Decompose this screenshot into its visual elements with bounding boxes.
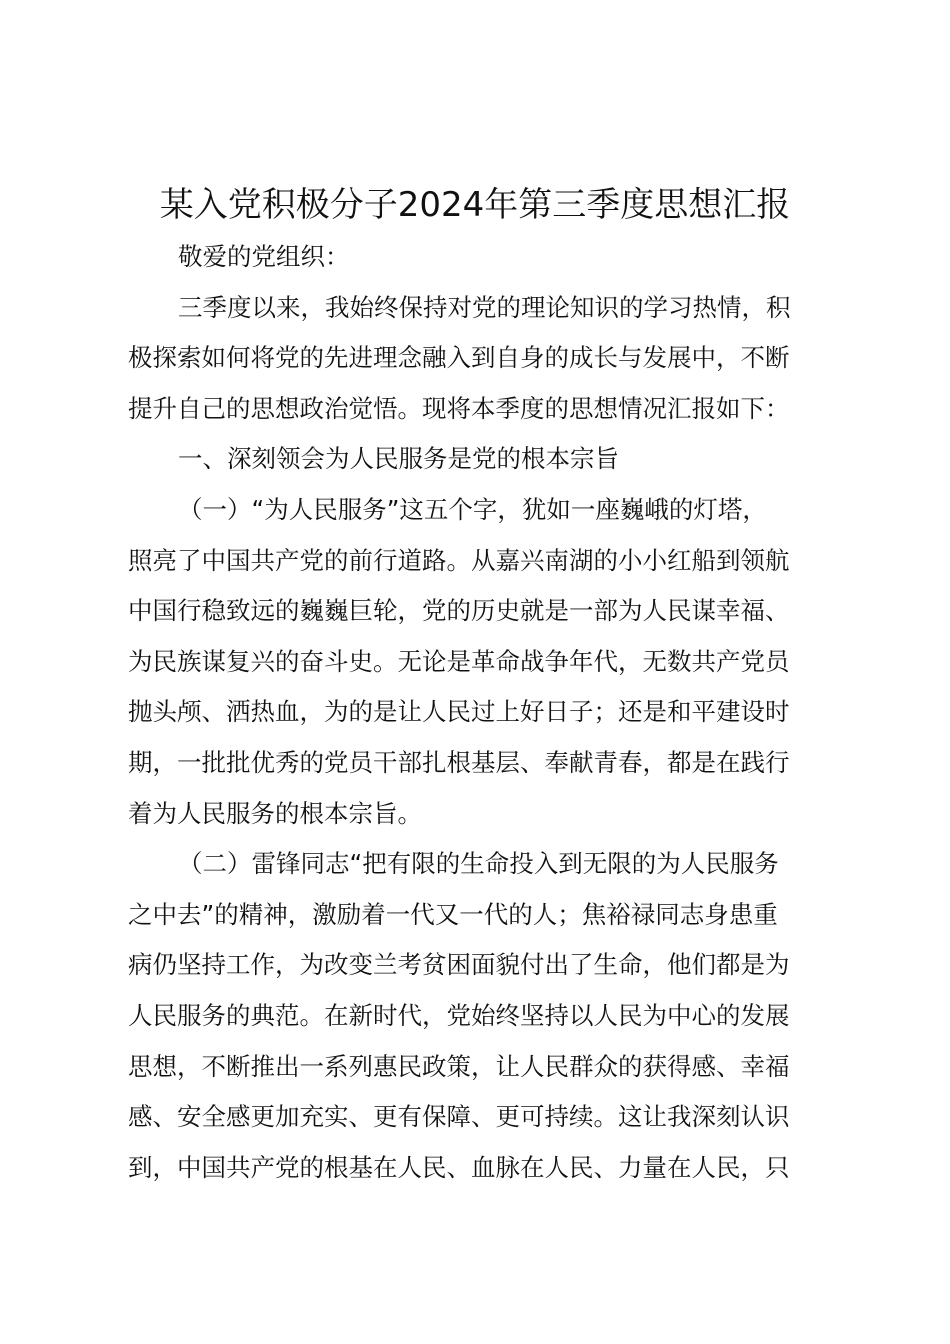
text-line: 人民服务的典范。在新时代，党始终坚持以人民为中心的发展 (128, 1000, 790, 1030)
text-line: 着为人民服务的根本宗旨。 (128, 798, 422, 828)
text-line: 期，一批批优秀的党员干部扎根基层、奉献青春，都是在践行 (128, 747, 790, 777)
document-body (128, 232, 832, 1193)
text-line: 三季度以来，我始终保持对党的理论知识的学习热情，积 (178, 292, 791, 322)
text-line: 提升自己的思想政治觉悟。现将本季度的思想情况汇报如下： (128, 393, 790, 423)
section-heading (128, 434, 832, 485)
salutation-line: 敬爱的党组织： (178, 242, 350, 271)
salutation (128, 232, 832, 283)
text-line: 中国行稳致远的巍巍巨轮，党的历史就是一部为人民谋幸福、 (128, 596, 790, 626)
text-line: 思想，不断推出一系列惠民政策，让人民群众的获得感、幸福 (128, 1051, 790, 1081)
paragraph-intro (128, 283, 832, 435)
text-line: 感、安全感更加充实、更有保障、更可持续。这让我深刻认识 (128, 1102, 790, 1132)
paragraph-two (128, 839, 832, 1193)
paragraph-one (128, 485, 832, 839)
text-line: （二）雷锋同志“把有限的生命投入到无限的为人民服务 (178, 849, 779, 879)
text-line: 极探索如何将党的先进理念融入到自身的成长与发展中，不断 (128, 343, 790, 373)
text-line: 病仍坚持工作，为改变兰考贫困面貌付出了生命，他们都是为 (128, 950, 790, 980)
text-line: 到，中国共产党的根基在人民、血脉在人民、力量在人民，只 (128, 1152, 790, 1182)
text-line: 之中去”的精神，激励着一代又一代的人；焦裕禄同志身患重 (128, 899, 778, 929)
heading-line: 一、深刻领会为人民服务是党的根本宗旨 (178, 444, 619, 474)
document-title: 某入党积极分子2024年第三季度思想汇报 (159, 185, 791, 225)
text-line: 为民族谋复兴的奋斗史。无论是革命战争年代，无数共产党员 (128, 646, 790, 676)
text-line: 抛头颅、洒热血，为的是让人民过上好日子；还是和平建设时 (128, 697, 790, 727)
text-line: 照亮了中国共产党的前行道路。从嘉兴南湖的小小红船到领航 (128, 545, 790, 575)
text-line: （一）“为人民服务”这五个字，犹如一座巍峨的灯塔， (178, 494, 767, 524)
